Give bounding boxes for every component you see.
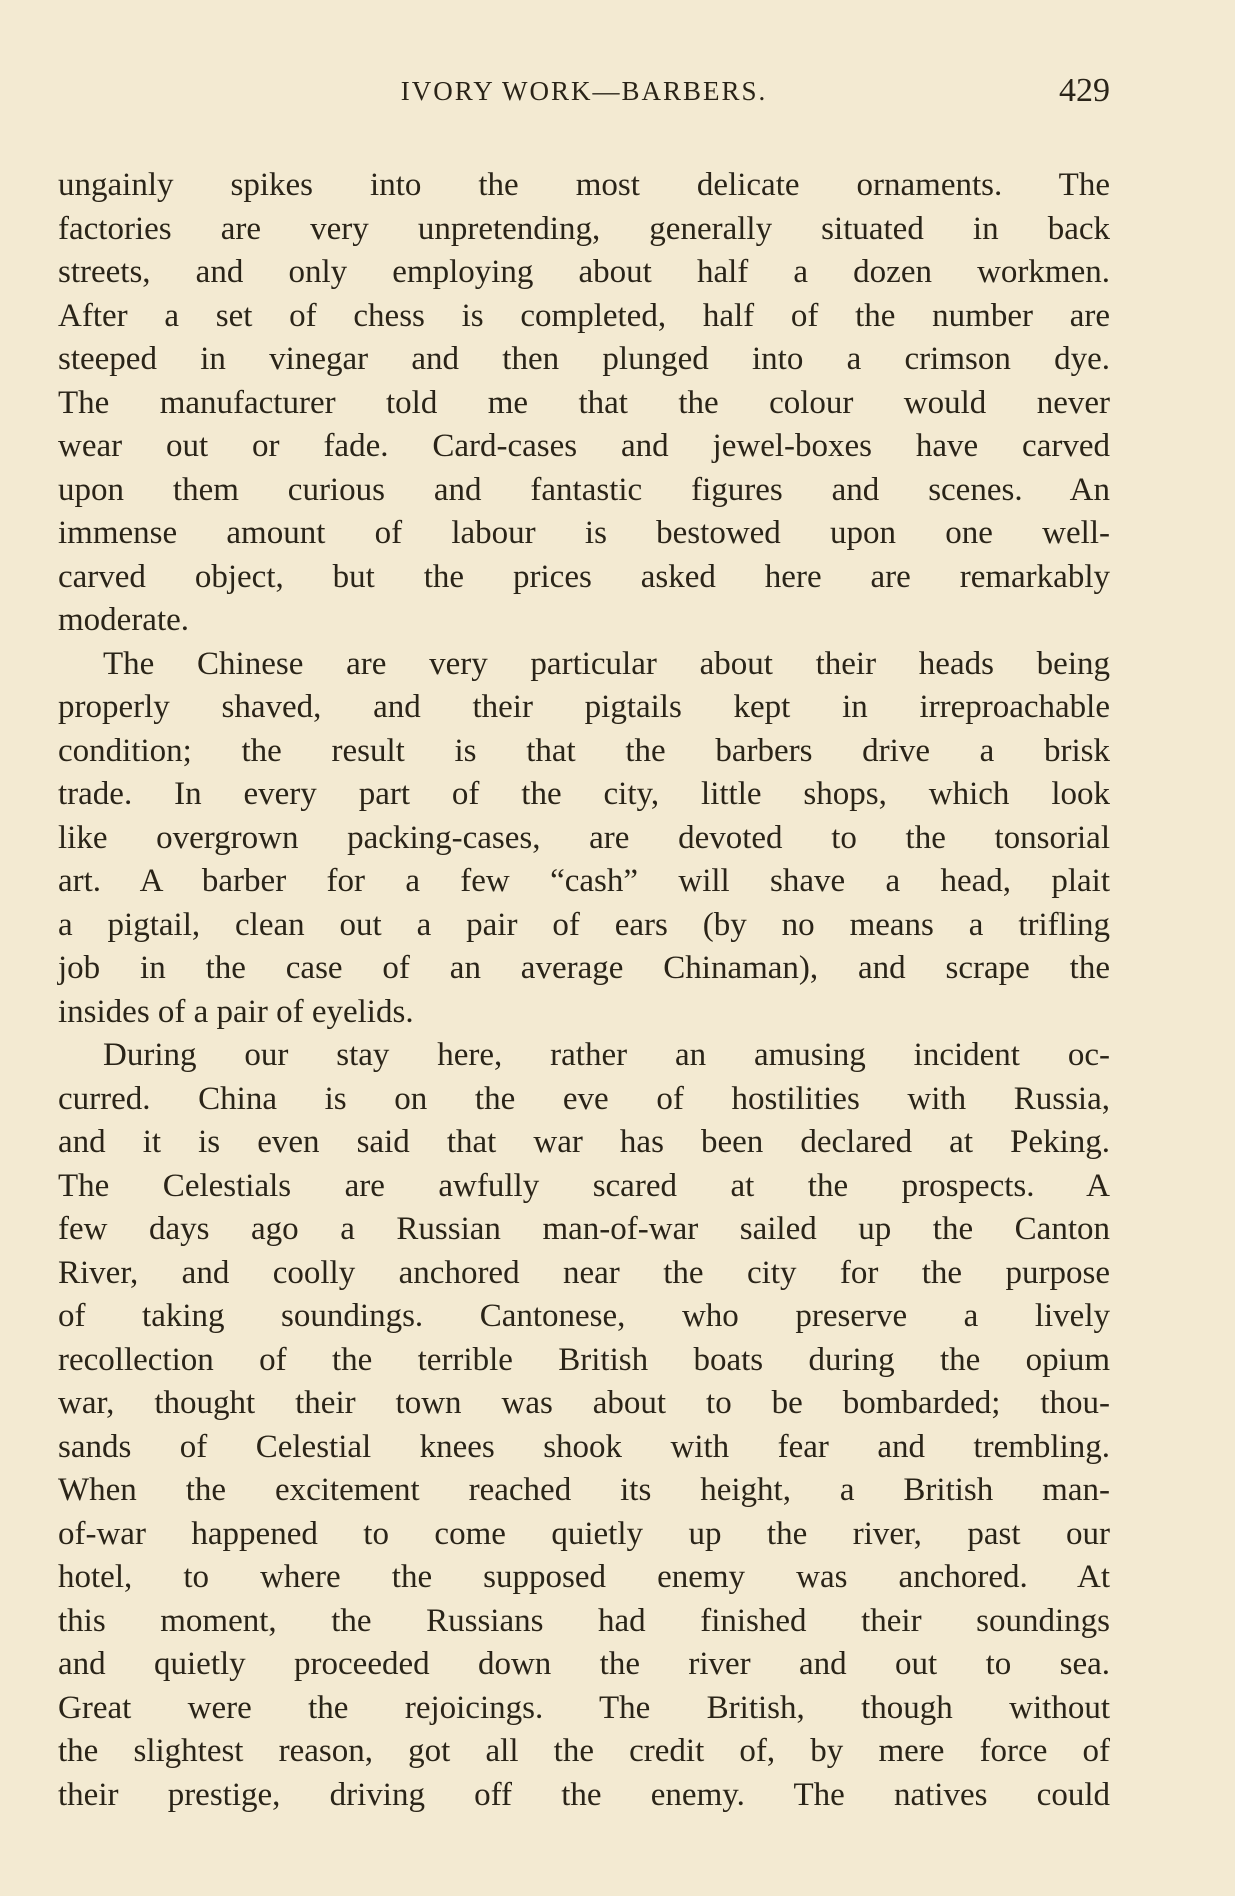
body-text xyxy=(58,164,1110,1817)
running-title: IVORY WORK—BARBERS. xyxy=(400,76,768,106)
text-line: art. A barber for a few “cash” will shave a head, plait xyxy=(58,863,1110,899)
text-line: The Celestials are awfully scared at the prospects. A xyxy=(58,1167,1110,1204)
text-line: ungainly spikes into the most delicate ornaments. The xyxy=(58,167,1110,203)
text-line: sands of Celestial knees shook with fear and trembling. xyxy=(58,1428,1110,1465)
text-line: of taking soundings. Cantonese, who preserve a lively xyxy=(58,1298,1110,1334)
text-line: trade. In every part of the city, little shops, which look xyxy=(58,776,1110,812)
text-line: properly shaved, and their pigtails kept in irreproachable xyxy=(58,689,1110,725)
text-line: steeped in vinegar and then plunged into a crimson dye. xyxy=(58,341,1110,377)
text-line: streets, and only employing about half a dozen workmen. xyxy=(58,254,1110,290)
text-line: insides of a pair of eyelids. xyxy=(58,993,414,1030)
text-line: the slightest reason, got all the credit of, by mere force of xyxy=(58,1733,1110,1769)
text-line: immense amount of labour is bestowed upon one well- xyxy=(58,515,1110,551)
text-line: few days ago a Russian man-of-war sailed up the Canton xyxy=(58,1211,1110,1247)
text-line: After a set of chess is completed, half of the number are xyxy=(58,297,1110,334)
text-line: of-war happened to come quietly up the river, past our xyxy=(58,1515,1110,1552)
text-line: upon them curious and fantastic figures and scenes. An xyxy=(58,471,1110,508)
text-line: factories are very unpretending, generally situated in back xyxy=(58,210,1110,247)
text-line: job in the case of an average Chinaman), and scrape the xyxy=(58,950,1110,986)
text-line: Great were the rejoicings. The British, though without xyxy=(58,1689,1110,1726)
text-line: recollection of the terrible British boats during the opium xyxy=(58,1341,1110,1378)
text-line: When the excitement reached its height, a British man- xyxy=(58,1472,1110,1508)
text-line: war, thought their town was about to be bombarded; thou- xyxy=(58,1385,1110,1421)
text-line: The manufacturer told me that the colour would never xyxy=(58,384,1110,421)
text-line: a pigtail, clean out a pair of ears (by no means a trifling xyxy=(58,906,1110,943)
text-line: condition; the result is that the barbers drive a brisk xyxy=(58,732,1110,769)
text-line: and it is even said that war has been declared at Peking. xyxy=(58,1124,1110,1160)
text-line: During our stay here, rather an amusing incident oc- xyxy=(103,1037,1110,1073)
text-line: hotel, to where the supposed enemy was anchored. At xyxy=(58,1559,1110,1595)
text-line: carved object, but the prices asked here are remarkably xyxy=(58,558,1110,595)
page-number: 429 xyxy=(1059,72,1110,109)
page-header xyxy=(58,72,1110,116)
text-line: like overgrown packing-cases, are devoted to the tonsorial xyxy=(58,819,1110,856)
text-line: their prestige, driving off the enemy. The natives could xyxy=(58,1776,1110,1813)
text-line: wear out or fade. Card-cases and jewel-boxes have carved xyxy=(58,428,1110,464)
text-line: curred. China is on the eve of hostilities with Russia, xyxy=(58,1080,1110,1117)
text-line: this moment, the Russians had finished their soundings xyxy=(58,1602,1110,1639)
text-line: and quietly proceeded down the river and out to sea. xyxy=(58,1646,1110,1682)
text-line: River, and coolly anchored near the city for the purpose xyxy=(58,1254,1110,1291)
text-line: The Chinese are very particular about their heads being xyxy=(103,645,1110,682)
text-line: moderate. xyxy=(58,602,190,638)
